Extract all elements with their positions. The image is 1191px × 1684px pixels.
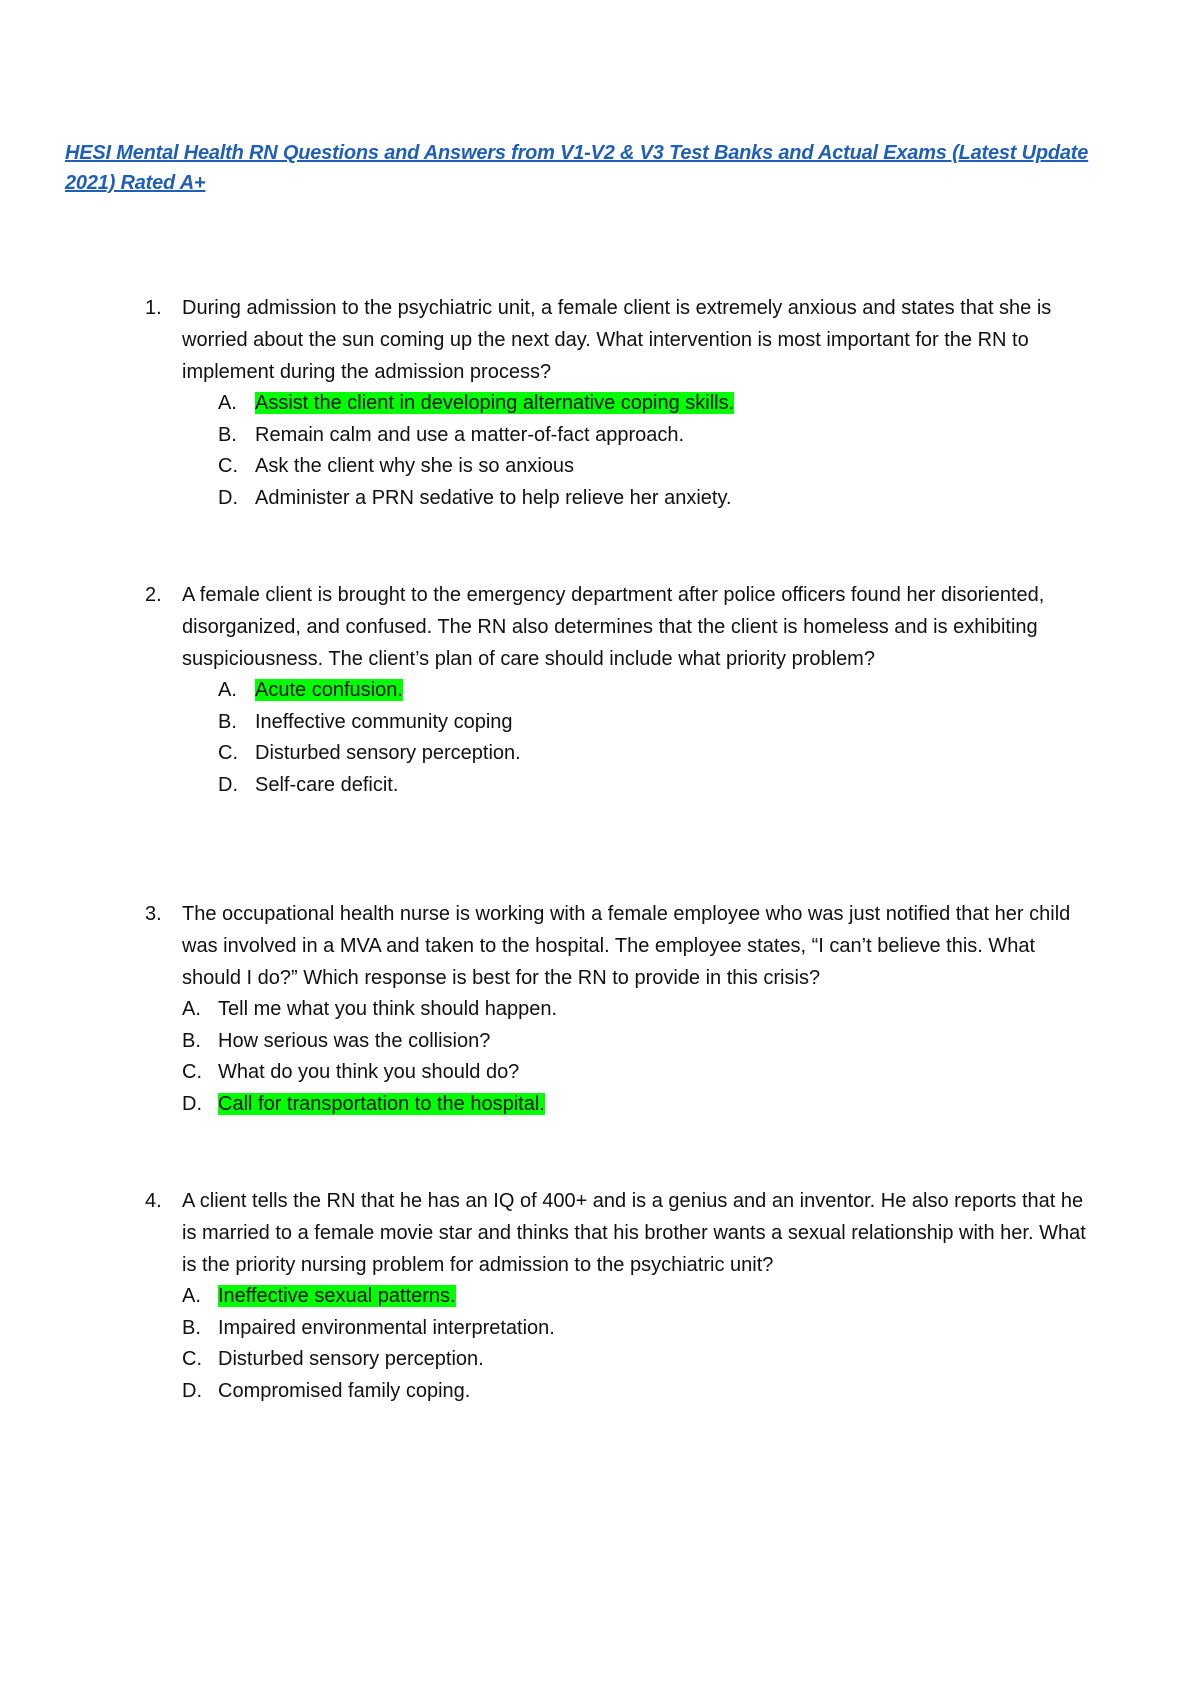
answer-option-d bbox=[145, 1376, 1095, 1408]
answer-option-b bbox=[145, 707, 1095, 739]
option-text: How serious was the collision? bbox=[218, 1029, 491, 1052]
option-text: Compromised family coping. bbox=[218, 1380, 471, 1403]
answer-options bbox=[145, 994, 1095, 1121]
answer-option-c bbox=[145, 451, 1095, 483]
option-text: Ineffective community coping bbox=[255, 710, 513, 733]
answer-option-a bbox=[145, 1281, 1095, 1313]
option-letter: D. bbox=[182, 1093, 202, 1116]
question-number: 2. bbox=[145, 584, 162, 606]
question-stem bbox=[145, 898, 1095, 994]
option-letter: B. bbox=[182, 1316, 201, 1339]
question-text: A client tells the RN that he has an IQ of 400+ and is a genius and an inventor. He also reports that he is married to a female movie star and thinks that his brother wants a sexual relationship with her. What is the priority nursing problem for admission to the psychiatric unit? bbox=[182, 1190, 1086, 1276]
question-stem bbox=[145, 1185, 1095, 1281]
question-text: A female client is brought to the emergency department after police officers found her disoriented, disorganized, and confused. The RN also determines that the client is homeless and is exhibiting suspiciousness. The client’s plan of care should include what priority problem? bbox=[182, 584, 1045, 670]
option-text-highlighted: Acute confusion. bbox=[255, 679, 403, 701]
answer-options bbox=[145, 1281, 1095, 1408]
answer-option-d bbox=[145, 1089, 1095, 1121]
answer-option-a bbox=[145, 994, 1095, 1026]
option-letter: B. bbox=[218, 710, 237, 733]
document-title: HESI Mental Health RN Questions and Answers from V1-V2 & V3 Test Banks and Actual Exams (Latest Update 2021) Rated A+ bbox=[65, 142, 1089, 194]
answer-option-c bbox=[145, 738, 1095, 770]
option-letter: A. bbox=[218, 679, 237, 701]
option-letter: D. bbox=[218, 487, 238, 510]
option-text: Self-care deficit. bbox=[255, 774, 399, 797]
option-letter: D. bbox=[182, 1380, 202, 1403]
option-letter: B. bbox=[182, 1029, 201, 1052]
question-3 bbox=[145, 898, 1095, 1121]
option-text: Disturbed sensory perception. bbox=[218, 1348, 484, 1371]
option-letter: C. bbox=[218, 455, 238, 478]
option-text-highlighted: Call for transportation to the hospital. bbox=[218, 1093, 545, 1116]
question-4 bbox=[145, 1185, 1095, 1408]
option-letter: A. bbox=[218, 392, 237, 414]
answer-option-b bbox=[145, 1026, 1095, 1058]
option-letter: C. bbox=[182, 1348, 202, 1371]
question-text: The occupational health nurse is working with a female employee who was just notified that her child was involved in a MVA and taken to the hospital. The employee states, “I can’t believe this. What should I do?” Which response is best for the RN to provide in this crisis? bbox=[182, 903, 1071, 989]
question-number: 1. bbox=[145, 297, 162, 319]
option-letter: C. bbox=[182, 1061, 202, 1084]
answer-option-a bbox=[145, 675, 1095, 707]
option-text: Remain calm and use a matter-of-fact approach. bbox=[255, 423, 685, 446]
answer-option-d bbox=[145, 770, 1095, 802]
question-number: 4. bbox=[145, 1190, 162, 1212]
option-text: Administer a PRN sedative to help relieve her anxiety. bbox=[255, 487, 732, 510]
answer-option-b bbox=[145, 420, 1095, 452]
option-letter: C. bbox=[218, 742, 238, 765]
option-letter: A. bbox=[182, 998, 201, 1020]
option-text: Impaired environmental interpretation. bbox=[218, 1316, 555, 1339]
answer-option-a bbox=[145, 388, 1095, 420]
question-number: 3. bbox=[145, 903, 162, 925]
answer-options bbox=[145, 388, 1095, 515]
question-stem bbox=[145, 579, 1095, 675]
option-text-highlighted: Ineffective sexual patterns. bbox=[218, 1285, 456, 1307]
question-stem bbox=[145, 292, 1095, 388]
answer-option-b bbox=[145, 1313, 1095, 1345]
question-2 bbox=[145, 579, 1095, 802]
option-letter: D. bbox=[218, 774, 238, 797]
answer-option-c bbox=[145, 1057, 1095, 1089]
option-text: Ask the client why she is so anxious bbox=[255, 455, 575, 478]
option-text: Disturbed sensory perception. bbox=[255, 742, 521, 765]
option-text: What do you think you should do? bbox=[218, 1061, 520, 1084]
option-letter: B. bbox=[218, 423, 237, 446]
question-1 bbox=[145, 292, 1095, 515]
answer-options bbox=[145, 675, 1095, 802]
answer-option-c bbox=[145, 1344, 1095, 1376]
option-text: Tell me what you think should happen. bbox=[218, 998, 558, 1020]
option-text-highlighted: Assist the client in developing alternative coping skills. bbox=[255, 392, 735, 414]
question-text: During admission to the psychiatric unit, a female client is extremely anxious and states that she is worried about the sun coming up the next day. What intervention is most important for the RN to implement during the admission process? bbox=[182, 297, 1052, 383]
option-letter: A. bbox=[182, 1285, 201, 1307]
answer-option-d bbox=[145, 483, 1095, 515]
